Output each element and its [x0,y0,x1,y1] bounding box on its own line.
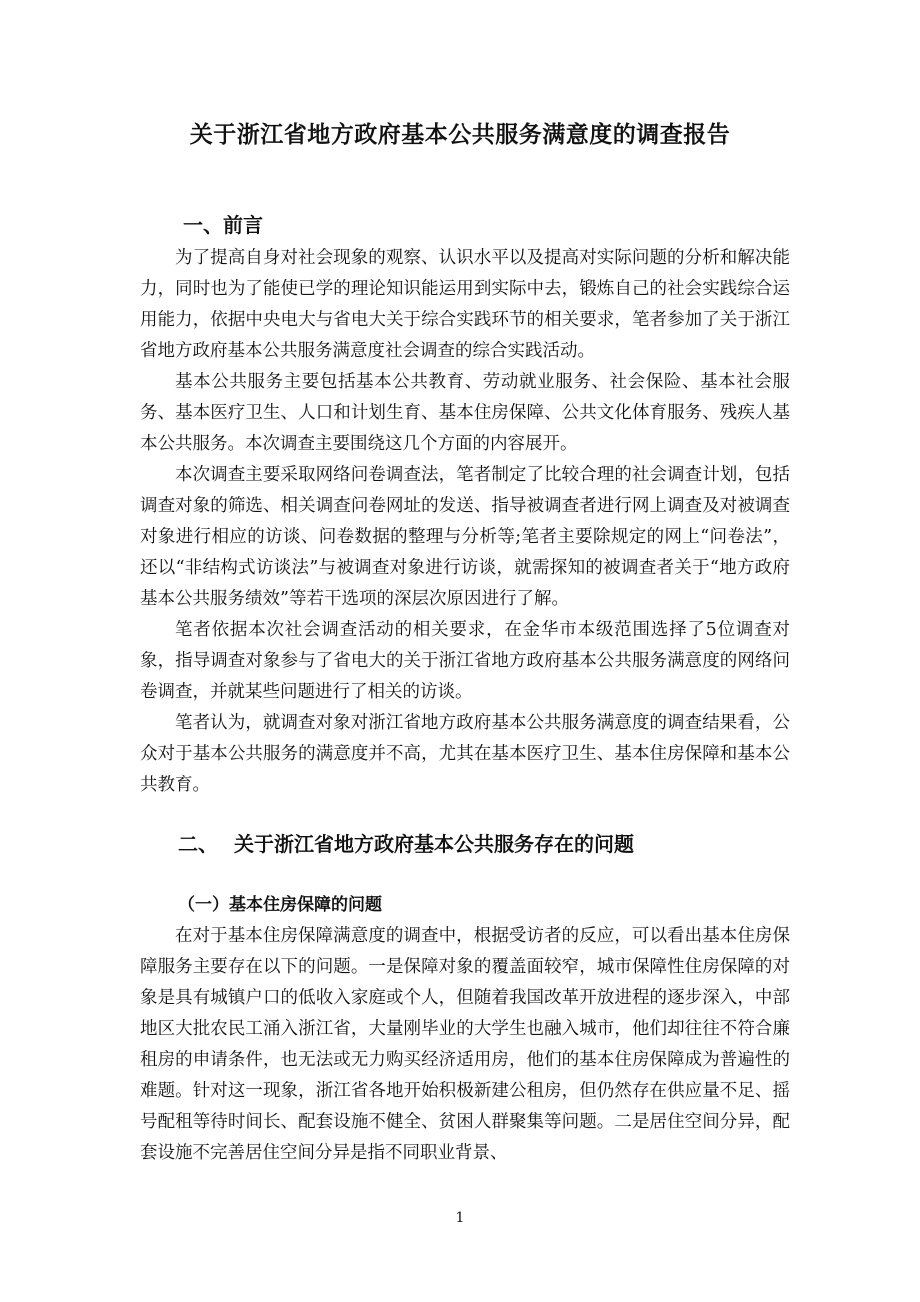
paragraph-conclusion: 笔者认为，就调查对象对浙江省地方政府基本公共服务满意度的调查结果看，公众对于基本公共服务的满意度并不高，尤其在基本医疗卫生、基本住房保障和基本公共教育。 [140,713,790,795]
paragraph-subjects: 笔者依据本次社会调查活动的相关要求，在金华市本级范围选择了5位调查对象，指导调查对象参与了省电大的关于浙江省地方政府基本公共服务满意度的网络问卷调查，并就某些问题进行了相关的访谈。 [140,620,790,702]
section-heading-number: 二、 [178,832,218,856]
subsection-heading-housing: （一）基本住房保障的问题 [178,895,382,915]
paragraph-housing-issues: 在对于基本住房保障满意度的调查中，根据受访者的反应，可以看出基本住房保障服务主要存在以下的问题。一是保障对象的覆盖面较窄，城市保障性住房保障的对象是具有城镇户口的低收入家庭或个人，但随着我国改革开放进程的逐步深入，中部地区大批农民工涌入浙江省，大量刚毕业的大学生也融入城市，他们却往往不符合廉租房的申请条件，也无法或无力购买经济适用房，他们的基本住房保障成为普遍性的难题。针对这一现象，浙江省各地开始积极新建公租房，但仍然存在供应量不足、摇号配租等待时间长、配套设施不健全、贫困人群聚集等问题。二是居住空间分异，配套设施不完善居住空间分异是指不同职业背景、 [140,926,790,1163]
page-number: 1 [455,1210,465,1226]
section-heading-text: 关于浙江省地方政府基本公共服务存在的问题 [234,832,634,856]
paragraph-service-scope: 基本公共服务主要包括基本公共教育、劳动就业服务、社会保险、基本社会服务、基本医疗卫生、人口和计划生育、基本住房保障、公共文化体育服务、残疾人基本公共服务。本次调查主要围绕这几个方面的内容展开。 [140,372,790,454]
section-heading-intro: 一、前言 [183,213,263,237]
document-title: 关于浙江省地方政府基本公共服务满意度的调查报告 [189,122,731,148]
section-heading-problems [178,828,634,860]
paragraph-method: 本次调查主要采取网络问卷调查法，笔者制定了比较合理的社会调查计划，包括调查对象的筛选、相关调查问卷网址的发送、指导被调查者进行网上调查及对被调查对象进行相应的访谈、问卷数据的整理与分析等;笔者主要除规定的网上“问卷法”，还以“非结构式访谈法”与被调查对象进行访谈，就需探知的被调查者关于“地方政府基本公共服务绩效”等若干选项的深层次原因进行了解。 [140,465,790,609]
paragraph-purpose: 为了提高自身对社会现象的观察、认识水平以及提高对实际问题的分析和解决能力，同时也为了能使已学的理论知识能运用到实际中去，锻炼自己的社会实践综合运用能力，依据中央电大与省电大关于综合实践环节的相关要求，笔者参加了关于浙江省地方政府基本公共服务满意度社会调查的综合实践活动。 [140,248,790,361]
